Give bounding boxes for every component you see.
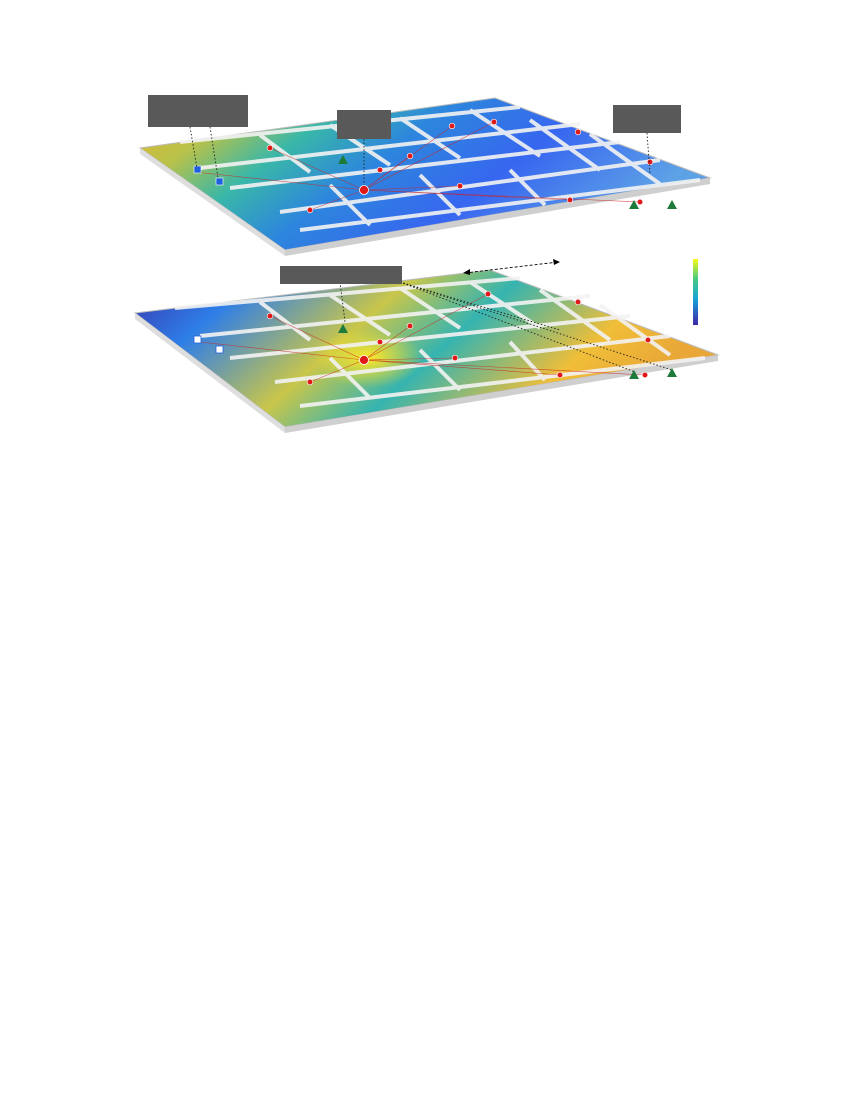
figure-7-spectrograms <box>150 528 690 788</box>
figure-6-power-maps <box>100 90 720 435</box>
callout-80211-access-points <box>280 266 402 284</box>
interference-plane-b <box>135 270 718 433</box>
power-colorbar <box>693 259 698 325</box>
gateway-marker-b <box>360 356 369 365</box>
gateway-marker-a <box>360 186 369 195</box>
